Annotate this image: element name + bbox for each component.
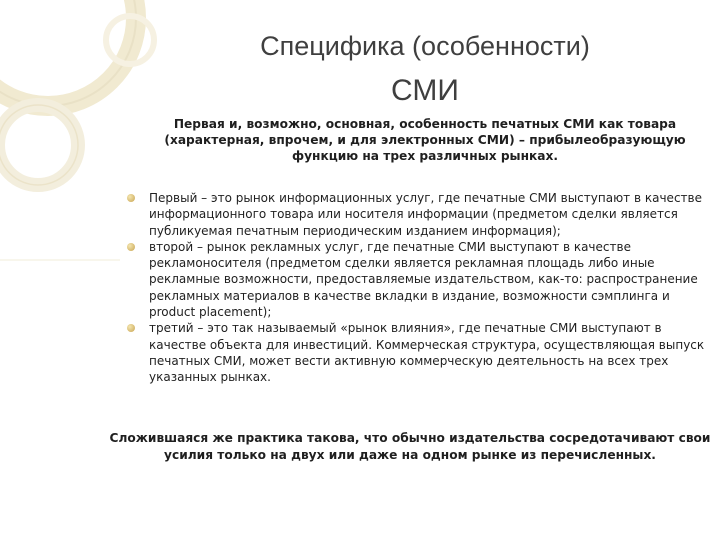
bullet-item-3 bbox=[127, 320, 707, 385]
lead-paragraph: Первая и, возможно, основная, особенность печатных СМИ как товара (характерная, впрочем, и для электронных СМИ) – прибылеобразующую функцию на трех различных рынках. bbox=[164, 117, 686, 163]
bullet-item-2 bbox=[127, 239, 707, 320]
bullet-text: Первый – это рынок информационных услуг, где печатные СМИ выступают в качестве информационного товара или носителя информации (предметом сделки является публикуемая печатным периодическим изданием информация); bbox=[149, 191, 702, 238]
slide-title-line2: СМИ bbox=[391, 74, 459, 107]
bullet-dot-icon bbox=[127, 194, 135, 202]
bullet-list bbox=[127, 190, 707, 386]
bullet-dot-icon bbox=[127, 324, 135, 332]
bullet-text: третий – это так называемый «рынок влияния», где печатные СМИ выступают в качестве объекта для инвестиций. Коммерческая структура, осуществляющая выпуск печатных СМИ, может вести активную коммерческую деятельность на всех трех указанных рынках. bbox=[149, 321, 705, 385]
bullet-item-1 bbox=[127, 190, 707, 239]
closing-paragraph: Сложившаяся же практика такова, что обычно издательства сосредотачивают свои усилия только на двух или даже на одном рынке из перечисленных. bbox=[109, 431, 711, 462]
slide-title-line1: Специфика (особенности) bbox=[260, 31, 590, 61]
bullet-dot-icon bbox=[127, 243, 135, 251]
bullet-text: второй – рынок рекламных услуг, где печатные СМИ выступают в качестве рекламоносителя (предметом сделки является рекламная площадь либо иные рекламные возможности, предоставляемые издательством, как-то: распространение рекламных материалов в качестве вкладки в издание, возможности сэмплинга и product placement); bbox=[149, 239, 698, 320]
deco-ring-large-edge bbox=[0, 0, 136, 106]
deco-ring-large bbox=[0, 0, 136, 106]
